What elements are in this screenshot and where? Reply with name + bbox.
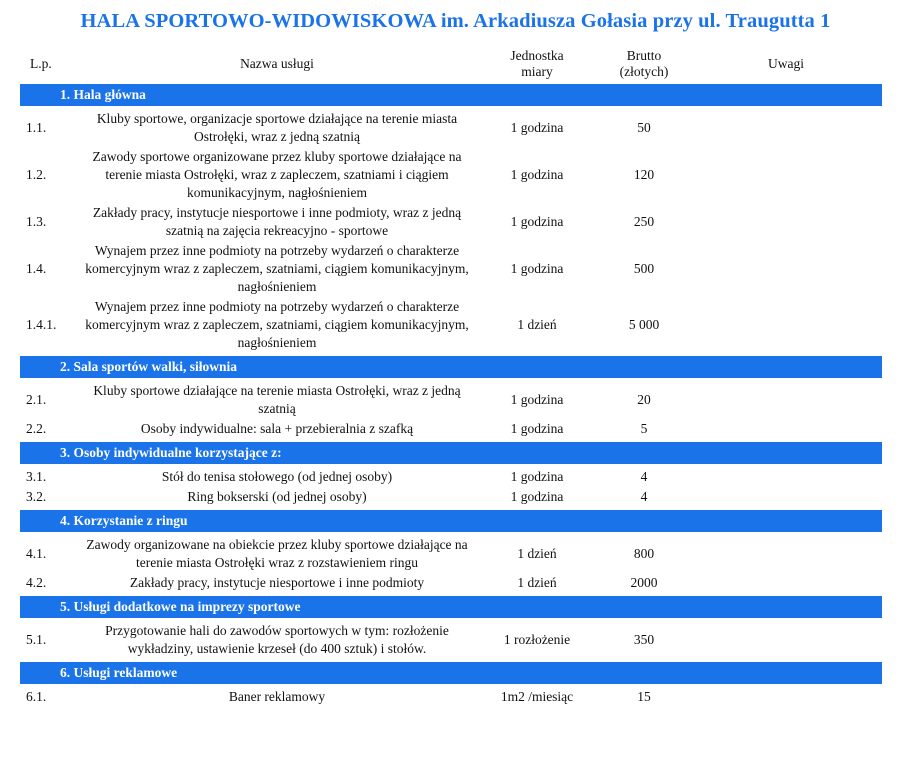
header-price: [598, 44, 690, 84]
price-cell: 250: [633, 214, 655, 229]
notes-cell: [690, 535, 882, 573]
notes-cell: [690, 487, 882, 507]
section-title: 5. Usługi dodatkowe na imprezy sportowe: [20, 596, 882, 618]
price-cell: 5 000: [628, 317, 660, 332]
notes-cell: [690, 241, 882, 297]
notes-cell: [690, 419, 882, 439]
section-header: [20, 442, 882, 464]
service-name-cell: Baner reklamowy: [228, 689, 326, 704]
price-cell: 500: [633, 261, 655, 276]
service-name-cell: Stół do tenisa stołowego (od jednej osoby): [161, 469, 393, 484]
notes-cell: [690, 297, 882, 353]
table-row: [20, 203, 882, 241]
table-row: [20, 297, 882, 353]
price-cell: 15: [637, 689, 651, 704]
table-row: [20, 109, 882, 147]
unit-cell: 1 godzina: [510, 469, 564, 484]
notes-cell: [690, 621, 882, 659]
unit-cell: 1 godzina: [510, 392, 564, 407]
lp-cell: 1.2.: [26, 167, 47, 182]
notes-cell: [690, 109, 882, 147]
lp-cell: 1.4.: [26, 261, 47, 276]
header-unit-line1: Jednostka: [510, 48, 564, 63]
lp-cell: 4.2.: [26, 575, 47, 590]
unit-cell: 1 godzina: [510, 421, 564, 436]
service-name-cell: Kluby sportowe działające na terenie miasta Ostrołęki, wraz z jedną szatnią: [93, 383, 461, 416]
notes-cell: [690, 573, 882, 593]
lp-cell: 2.2.: [26, 421, 47, 436]
section-title: 3. Osoby indywidualne korzystające z:: [20, 442, 882, 464]
price-cell: 2000: [630, 575, 658, 590]
service-name-cell: Wynajem przez inne podmioty na potrzeby wydarzeń o charakterze komercyjnym wraz z zapleczem, szatniami, ciągiem komunikacyjnym, nagłośnieniem: [85, 299, 469, 350]
table-row: [20, 535, 882, 573]
service-name-cell: Kluby sportowe, organizacje sportowe działające na terenie miasta Ostrołęki, wraz z jedną szatnią: [96, 111, 458, 144]
table-row: [20, 467, 882, 487]
price-cell: 350: [633, 632, 655, 647]
lp-cell: 1.3.: [26, 214, 47, 229]
lp-cell: 2.1.: [26, 392, 47, 407]
section-header: [20, 84, 882, 106]
header-price-line1: Brutto: [626, 48, 662, 63]
service-name-cell: Ring bokserski (od jednej osoby): [187, 489, 367, 504]
table-row: [20, 147, 882, 203]
spacer-cell: [20, 707, 882, 710]
price-cell: 4: [640, 469, 648, 484]
service-name-cell: Przygotowanie hali do zawodów sportowych w tym: rozłożenie wykładziny, ustawienie krzeseł (do 400 sztuk) i stołów.: [105, 623, 449, 656]
price-cell: 4: [640, 489, 648, 504]
notes-cell: [690, 467, 882, 487]
section-title: 2. Sala sportów walki, siłownia: [20, 356, 882, 378]
service-name-cell: Zakłady pracy, instytucje niesportowe i inne podmioty, wraz z jedną szatnią na zajęcia rekreacyjno - sportowe: [92, 205, 462, 238]
unit-cell: 1 godzina: [510, 120, 564, 135]
header-notes: Uwagi: [768, 56, 804, 71]
unit-cell: 1 godzina: [510, 261, 564, 276]
lp-cell: 1.1.: [26, 120, 47, 135]
unit-cell: 1 rozłożenie: [503, 632, 571, 647]
table-row: [20, 573, 882, 593]
unit-cell: 1 dzień: [517, 575, 557, 590]
section-title: 4. Korzystanie z ringu: [20, 510, 882, 532]
lp-cell: 3.2.: [26, 489, 47, 504]
header-row: [20, 44, 882, 84]
table-row: [20, 487, 882, 507]
price-cell: 120: [633, 167, 655, 182]
page-title: HALA SPORTOWO-WIDOWISKOWA im. Arkadiusza Gołasia przy ul. Traugutta 1: [80, 10, 831, 32]
section-header: [20, 356, 882, 378]
header-unit: [476, 44, 598, 84]
table-row: [20, 241, 882, 297]
price-cell: 800: [633, 546, 655, 561]
service-name-cell: Zawody sportowe organizowane przez kluby sportowe działające na terenie miasta Ostrołęki, wraz z zapleczem, szatniami i ciągiem komunikacyjnym, nagłośnieniem: [92, 149, 462, 200]
service-name-cell: Zawody organizowane na obiekcie przez kluby sportowe działające na terenie miasta Ostrołęki wraz z rozstawieniem ringu: [86, 537, 468, 570]
table-body: [20, 84, 882, 710]
notes-cell: [690, 147, 882, 203]
header-lp: L.p.: [30, 56, 52, 71]
service-name-cell: Wynajem przez inne podmioty na potrzeby wydarzeń o charakterze komercyjnym wraz z zapleczem, szatniami, ciągiem komunikacyjnym, nagłośnieniem: [85, 243, 469, 294]
header-price-line2: (złotych): [619, 64, 669, 79]
unit-cell: 1m2 /miesiąc: [500, 689, 574, 704]
table-row: [20, 687, 882, 707]
unit-cell: 1 godzina: [510, 489, 564, 504]
table-row: [20, 419, 882, 439]
header-name: Nazwa usługi: [240, 56, 314, 71]
service-name-cell: Zakłady pracy, instytucje niesportowe i inne podmioty: [129, 575, 425, 590]
table-row: [20, 381, 882, 419]
lp-cell: 4.1.: [26, 546, 47, 561]
header-unit-line2: miary: [521, 64, 553, 79]
unit-cell: 1 dzień: [517, 317, 557, 332]
service-name-cell: Osoby indywidualne: sala + przebieralnia z szafką: [140, 421, 414, 436]
section-header: [20, 662, 882, 684]
unit-cell: 1 godzina: [510, 214, 564, 229]
price-cell: 5: [640, 421, 648, 436]
section-title: 6. Usługi reklamowe: [20, 662, 882, 684]
lp-cell: 6.1.: [26, 689, 47, 704]
price-cell: 50: [637, 120, 651, 135]
unit-cell: 1 godzina: [510, 167, 564, 182]
lp-cell: 3.1.: [26, 469, 47, 484]
price-cell: 20: [637, 392, 651, 407]
table-row: [20, 621, 882, 659]
spacer-row: [20, 707, 882, 710]
lp-cell: 5.1.: [26, 632, 47, 647]
section-header: [20, 510, 882, 532]
unit-cell: 1 dzień: [517, 546, 557, 561]
price-table: [20, 44, 882, 710]
section-title: 1. Hala główna: [20, 84, 882, 106]
lp-cell: 1.4.1.: [26, 317, 57, 332]
notes-cell: [690, 203, 882, 241]
section-header: [20, 596, 882, 618]
notes-cell: [690, 381, 882, 419]
notes-cell: [690, 687, 882, 707]
